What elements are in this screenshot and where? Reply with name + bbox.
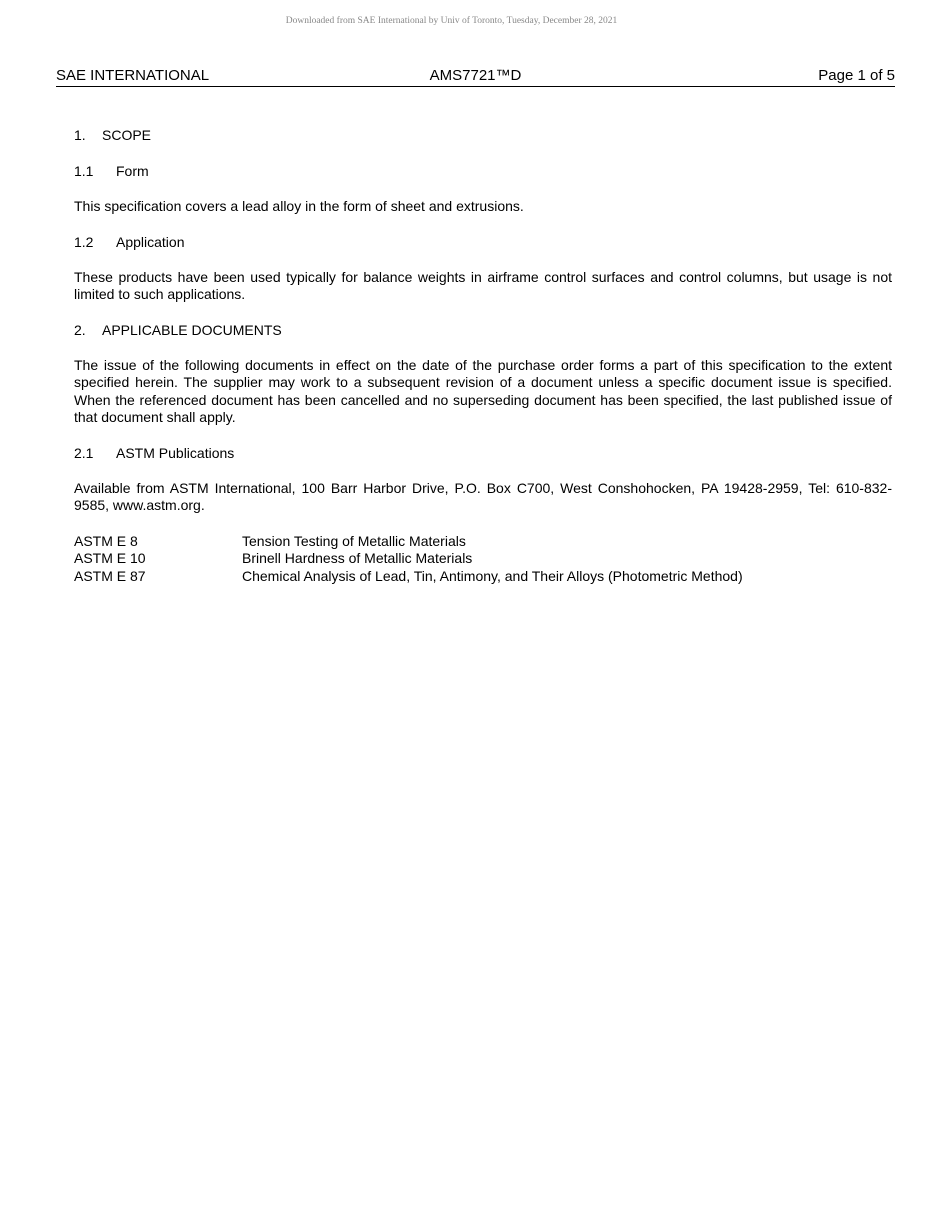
section-number: 1. [74, 127, 86, 143]
reference-list [74, 533, 892, 586]
section-title: Application [116, 233, 185, 250]
reference-code: ASTM E 87 [74, 567, 146, 584]
publisher-name: SAE INTERNATIONAL [56, 67, 210, 84]
application-paragraph: These products have been used typically for balance weights in airframe control surfaces and control columns, but usage is not limited to such applications. [74, 268, 892, 302]
reference-title: Tension Testing of Metallic Materials [242, 532, 466, 549]
reference-code: ASTM E 10 [74, 550, 146, 566]
section-number: 2. [74, 321, 86, 338]
document-number: AMS7721™D [429, 67, 522, 84]
document-body [74, 127, 892, 585]
section-number: 1.1 [74, 163, 94, 179]
page-header [56, 66, 895, 87]
reference-row [74, 550, 892, 568]
reference-row [74, 568, 892, 586]
section-heading-astm-publications [74, 445, 892, 463]
section-heading-application [74, 234, 892, 252]
astm-availability-paragraph: Available from ASTM International, 100 Barr Harbor Drive, P.O. Box C700, West Conshohocken, PA 19428-2959, Tel: 610-832-9585, www.astm.org. [74, 479, 892, 513]
reference-row [74, 533, 892, 551]
reference-title: Chemical Analysis of Lead, Tin, Antimony, and Their Alloys (Photometric Method) [242, 567, 743, 584]
page-number: Page 1 of 5 [818, 67, 895, 84]
section-heading-scope [74, 127, 892, 145]
section-title: APPLICABLE DOCUMENTS [102, 321, 282, 338]
download-watermark: Downloaded from SAE International by Univ of Toronto, Tuesday, December 28, 2021 [285, 16, 618, 26]
form-paragraph: This specification covers a lead alloy in the form of sheet and extrusions. [74, 198, 524, 214]
reference-code: ASTM E 8 [74, 532, 138, 549]
section-number: 2.1 [74, 444, 94, 461]
section-title: SCOPE [102, 127, 152, 143]
reference-title: Brinell Hardness of Metallic Materials [242, 550, 473, 566]
section-heading-form [74, 163, 892, 181]
section-title: ASTM Publications [116, 444, 235, 461]
section-heading-applicable-documents [74, 322, 892, 340]
section-number: 1.2 [74, 233, 94, 250]
section-title: Form [116, 163, 149, 179]
applicable-documents-paragraph: The issue of the following documents in effect on the date of the purchase order forms a part of this specification to the extent specified herein. The supplier may work to a subsequent revision of a document unless a specific document issue is specified. When the referenced document has been cancelled and no superseding document has been specified, the last published issue of that document shall apply. [74, 356, 892, 425]
